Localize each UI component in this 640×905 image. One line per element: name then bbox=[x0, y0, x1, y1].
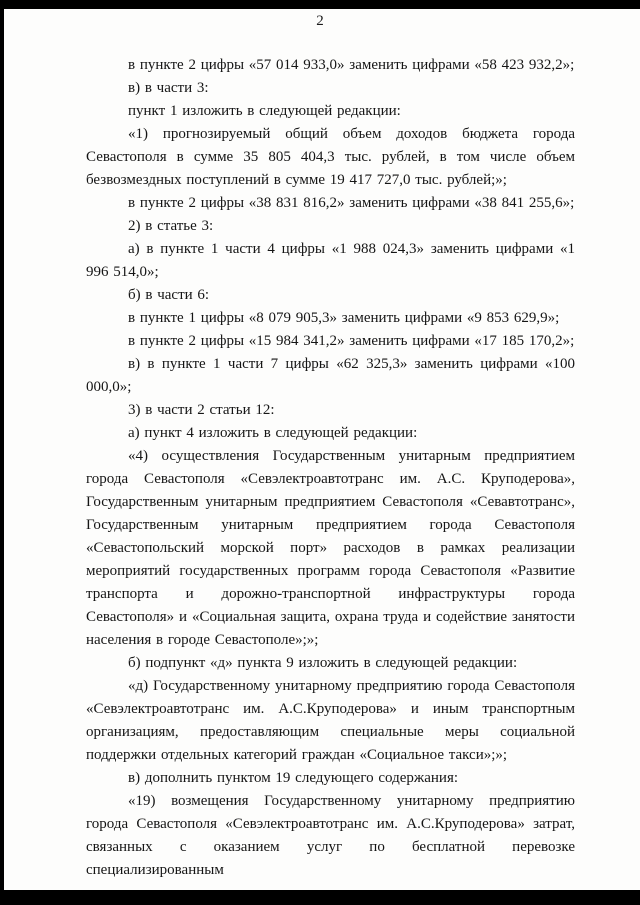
paragraph: б) в части 6: bbox=[128, 287, 210, 303]
scan-edge-bottom bbox=[0, 890, 640, 905]
paragraph: пункт 1 изложить в следующей редакции: bbox=[128, 103, 401, 119]
paragraph: в пункте 2 цифры «38 831 816,2» заменить цифрами «38 841 255,6»; bbox=[128, 195, 575, 211]
paragraph: в) в части 3: bbox=[128, 80, 209, 96]
paragraph: а) пункт 4 изложить в следующей редакции: bbox=[128, 425, 418, 441]
paragraph: «4) осуществления Государственным унитарным предприятием города Севастополя «Севэлектроавтотранс им. А.С. Круподерова», Государственным унитарным предприятием Севастополя «Севавтотранс», Государственным унитарным предприятием города Севастополя «Севастопольский морской порт» расходов в рамках реализации мероприятий государственных программ города Севастополя «Развитие транспорта и дорожно-транспортной инфраструктуры города Севастополя» и «Социальная защита, охрана труда и содействие занятости населения в городе Севастополе»;»; bbox=[86, 448, 575, 648]
paragraph: б) подпункт «д» пункта 9 изложить в следующей редакции: bbox=[128, 655, 518, 671]
paragraph: в) в пункте 1 части 7 цифры «62 325,3» заменить цифрами «100 000,0»; bbox=[86, 356, 575, 395]
paragraph: 2) в статье 3: bbox=[128, 218, 214, 234]
paragraph: «д) Государственному унитарному предприятию города Севастополя «Севэлектроавтотранс им. А.С.Круподерова» и иным транспортным организациям, предоставляющим специальные меры социальной поддержки отдельных категорий граждан «Социальное такси»;»; bbox=[86, 678, 575, 763]
page-number: 2 bbox=[316, 13, 324, 29]
paragraph: «1) прогнозируемый общий объем доходов бюджета города Севастополя в сумме 35 805 404,3 тыс. рублей, в том числе объем безвозмездных поступлений в сумме 19 417 727,0 тыс. рублей;»; bbox=[86, 126, 575, 188]
paragraph: 3) в части 2 статьи 12: bbox=[128, 402, 275, 418]
paragraph: в) дополнить пунктом 19 следующего содержания: bbox=[128, 770, 459, 786]
document-body bbox=[86, 54, 575, 882]
paragraph: «19) возмещения Государственному унитарному предприятию города Севастополя «Севэлектроавтотранс им. А.С.Круподерова» затрат, связанных с оказанием услуг по бесплатной перевозке специализированным bbox=[86, 793, 575, 878]
paragraph: в пункте 2 цифры «57 014 933,0» заменить цифрами «58 423 932,2»; bbox=[128, 57, 575, 73]
paragraph: в пункте 1 цифры «8 079 905,3» заменить цифрами «9 853 629,9»; bbox=[128, 310, 560, 326]
scan-edge-top bbox=[0, 0, 640, 9]
paragraph: а) в пункте 1 части 4 цифры «1 988 024,3» заменить цифрами «1 996 514,0»; bbox=[86, 241, 575, 280]
paragraph: в пункте 2 цифры «15 984 341,2» заменить цифрами «17 185 170,2»; bbox=[128, 333, 575, 349]
scan-edge-left bbox=[0, 0, 4, 905]
